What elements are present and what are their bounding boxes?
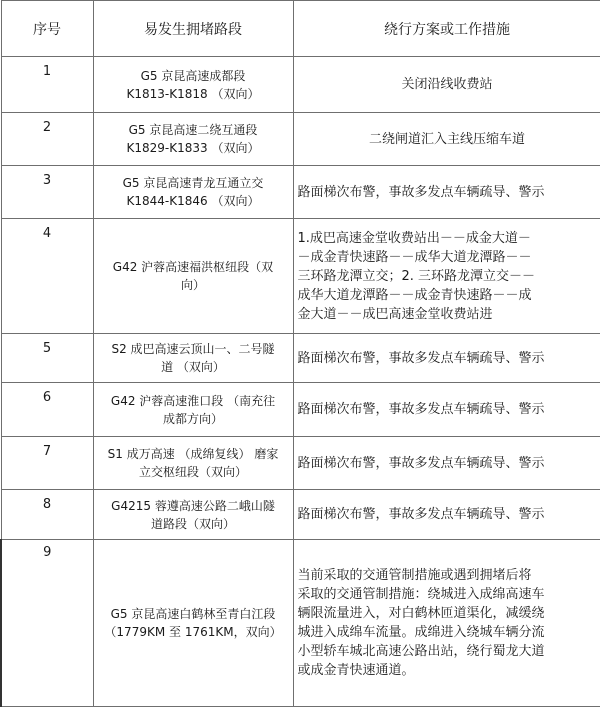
measure-line: －成金青快速路－－成华大道龙潭路－－ [297,249,532,265]
road-segment-cell [93,383,293,437]
measure-line: 路面梯次布警，事故多发点车辆疏导、警示 [297,402,545,417]
table-row [1,57,600,113]
measure-line: 三环路龙潭立交；2. 三环路龙潭立交－－ [297,268,536,284]
measure-cell [293,490,600,540]
table-row [1,490,600,540]
measure-line: 二绕闸道汇入主线压缩车道 [368,131,525,147]
road-segment-cell [93,540,293,707]
road-segment-cell [93,166,293,219]
road-segment-line: K1829-K1833 （双向） [126,141,260,155]
measure-line: 小型轿车城北高速公路出站，绕行蜀龙大道 [297,644,545,659]
measure-line: 金大道－－成巴高速金堂收费站进 [297,306,493,322]
header-measure: 绕行方案或工作措施 [293,1,600,57]
road-segment-line: G4215 蓉遵高速公路二峨山隧 [111,498,275,513]
measure-cell [293,113,600,166]
road-segment-line: G5 京昆高速二绕互通段 [128,123,258,137]
road-segment-line: 成都方向） [162,411,223,426]
header-road: 易发生拥堵路段 [93,1,293,57]
measure-cell [293,219,600,334]
measure-line: 1.成巴高速金堂收费站出－－成金大道－ [297,230,531,246]
road-segment-line: （1779KM 至 1761KM，双向） [104,625,282,639]
row-index: 4 [1,219,93,334]
road-segment-line: 道路段（双向） [150,516,235,531]
road-segment-cell [93,437,293,490]
road-segment-line: S2 成巴高速云顶山一、二号隧 [111,342,275,356]
measure-line: 路面梯次布警，事故多发点车辆疏导、警示 [297,455,545,471]
road-segment-line: 立交枢纽段（双向） [138,465,247,479]
road-segment-line: K1844-K1846 （双向） [126,194,260,208]
table-row [1,540,600,707]
header-row [1,1,600,57]
measure-line: 城进入成绵车流量。成绵进入绕城车辆分流 [297,625,545,640]
table-row [1,113,600,166]
row-index: 9 [1,540,93,707]
row-index: 7 [1,437,93,490]
row-index: 1 [1,57,93,113]
road-segment-line: G42 沪蓉高速淮口段 （南充往 [110,393,276,408]
row-index: 8 [1,490,93,540]
measure-line: 路面梯次布警，事故多发点车辆疏导、警示 [297,507,545,522]
measure-cell [293,334,600,383]
table-row [1,219,600,334]
measure-line: 关闭沿线收费站 [401,77,493,92]
measure-line: 辆限流量进入，对白鹤林匝道渠化，减缓绕 [297,606,545,621]
road-segment-line: G5 京昆高速白鹤林至青白江段 [110,607,276,621]
row-index: 3 [1,166,93,219]
road-segment-cell [93,113,293,166]
measure-line: 或成金青快速通道。 [297,663,415,678]
header-index: 序号 [1,1,93,57]
row-index: 2 [1,113,93,166]
road-segment-cell [93,57,293,113]
road-segment-line: 向） [180,278,205,292]
road-segment-line: S1 成万高速 （成绵复线） 磨家 [107,447,279,461]
measure-line: 路面梯次布警，事故多发点车辆疏导、警示 [297,184,545,200]
measure-cell [293,437,600,490]
road-segment-cell [93,490,293,540]
road-segment-line: K1813-K1818 （双向） [126,86,260,101]
table-row [1,166,600,219]
table-row [1,383,600,437]
measure-cell [293,540,600,707]
table-row [1,334,600,383]
road-segment-line: G5 京昆高速成都段 [140,68,246,83]
measure-line: 成华大道龙潭路－－成金青快速路－－成 [297,287,532,303]
measure-cell [293,57,600,113]
measure-cell [293,383,600,437]
measure-line: 路面梯次布警，事故多发点车辆疏导、警示 [297,350,545,366]
table-row [1,437,600,490]
measure-cell [293,166,600,219]
measure-line: 采取的交通管制措施：绕城进入成绵高速车 [297,587,545,602]
row-index: 5 [1,334,93,383]
road-segment-line: G42 沪蓉高速福洪枢纽段（双 [112,260,274,274]
road-segment-cell [93,219,293,334]
road-segment-line: G5 京昆高速青龙互通立交 [122,176,264,190]
measure-line: 当前采取的交通管制措施或遇到拥堵后将 [297,568,532,583]
road-segment-line: 道 （双向） [161,360,225,374]
row-index: 6 [1,383,93,437]
road-segment-cell [93,334,293,383]
